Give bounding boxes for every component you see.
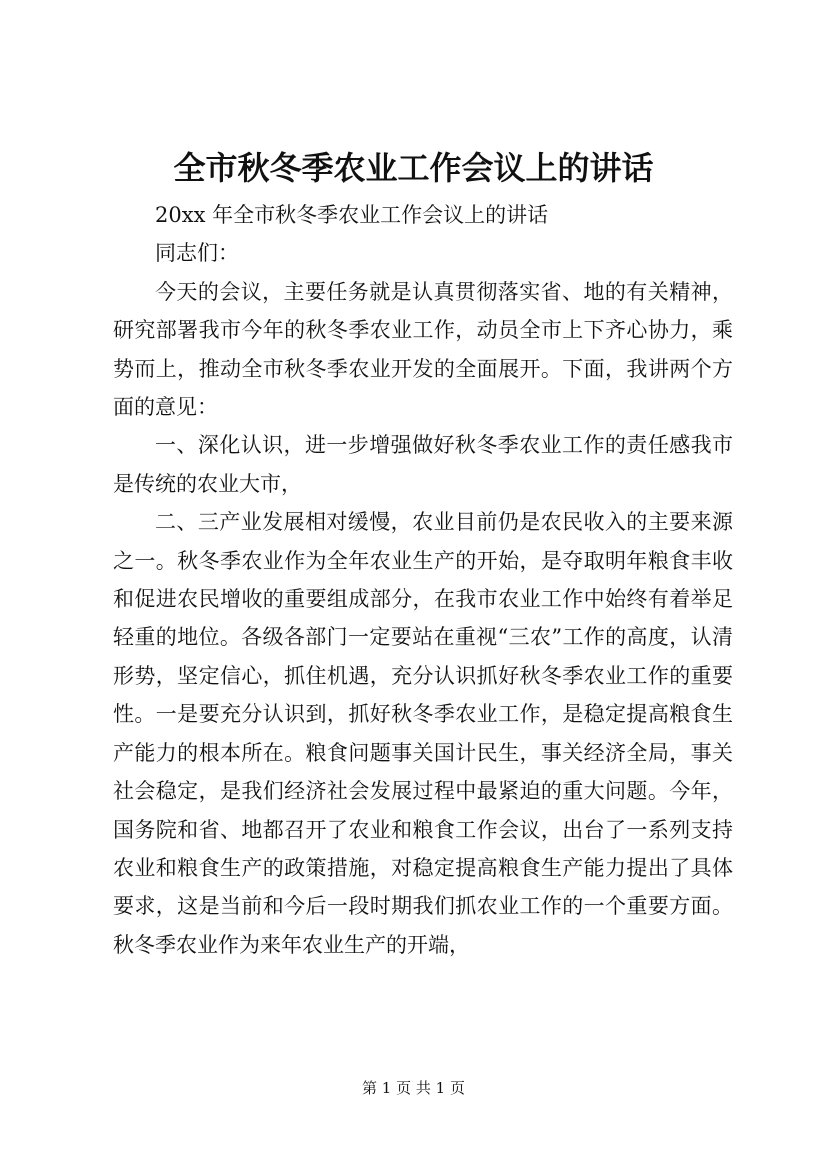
paragraph-section-one: 一、深化认识，进一步增强做好秋冬季农业工作的责任感我市是传统的农业大市， — [113, 433, 733, 496]
greeting: 同志们： — [155, 241, 239, 266]
document-title: 全市秋冬季农业工作会议上的讲话 — [173, 149, 654, 187]
document-subtitle: 20xx 年全市秋冬季农业工作会议上的讲话 — [155, 203, 549, 227]
paragraph-section-two: 二、三产业发展相对缓慢，农业目前仍是农民收入的主要来源之一。秋冬季农业作为全年农业生产的开始，是夺取明年粮食丰收和促进农民增收的重要组成部分，在我市农业工作中始终有着举足轻重的地位。各级各部门一定要站在重视“三农”工作的高度，认清形势，坚定信心，抓住机遇，充分认识抓好秋冬季农业工作的重要性。一是要充分认识到，抓好秋冬季农业工作，是稳定提高粮食生产能力的根本所在。粮食问题事关国计民生，事关经济全局，事关社会稳定，是我们经济社会发展过程中最紧迫的重大问题。今年，国务院和省、地都召开了农业和粮食工作会议，出台了一系列支持农业和粮食生产的政策措施，对稳定提高粮食生产能力提出了具体要求，这是当前和今后一段时期我们抓农业工作的一个重要方面。秋冬季农业作为来年农业生产的开端， — [113, 510, 733, 957]
page-footer: 第 1 页 共 1 页 — [362, 1079, 465, 1097]
paragraph-intro: 今天的会议，主要任务就是认真贯彻落实省、地的有关精神，研究部署我市今年的秋冬季农业工作，动员全市上下齐心协力，乘势而上，推动全市秋冬季农业开发的全面展开。下面，我讲两个方面的意见： — [113, 279, 733, 420]
document-body — [113, 196, 733, 964]
